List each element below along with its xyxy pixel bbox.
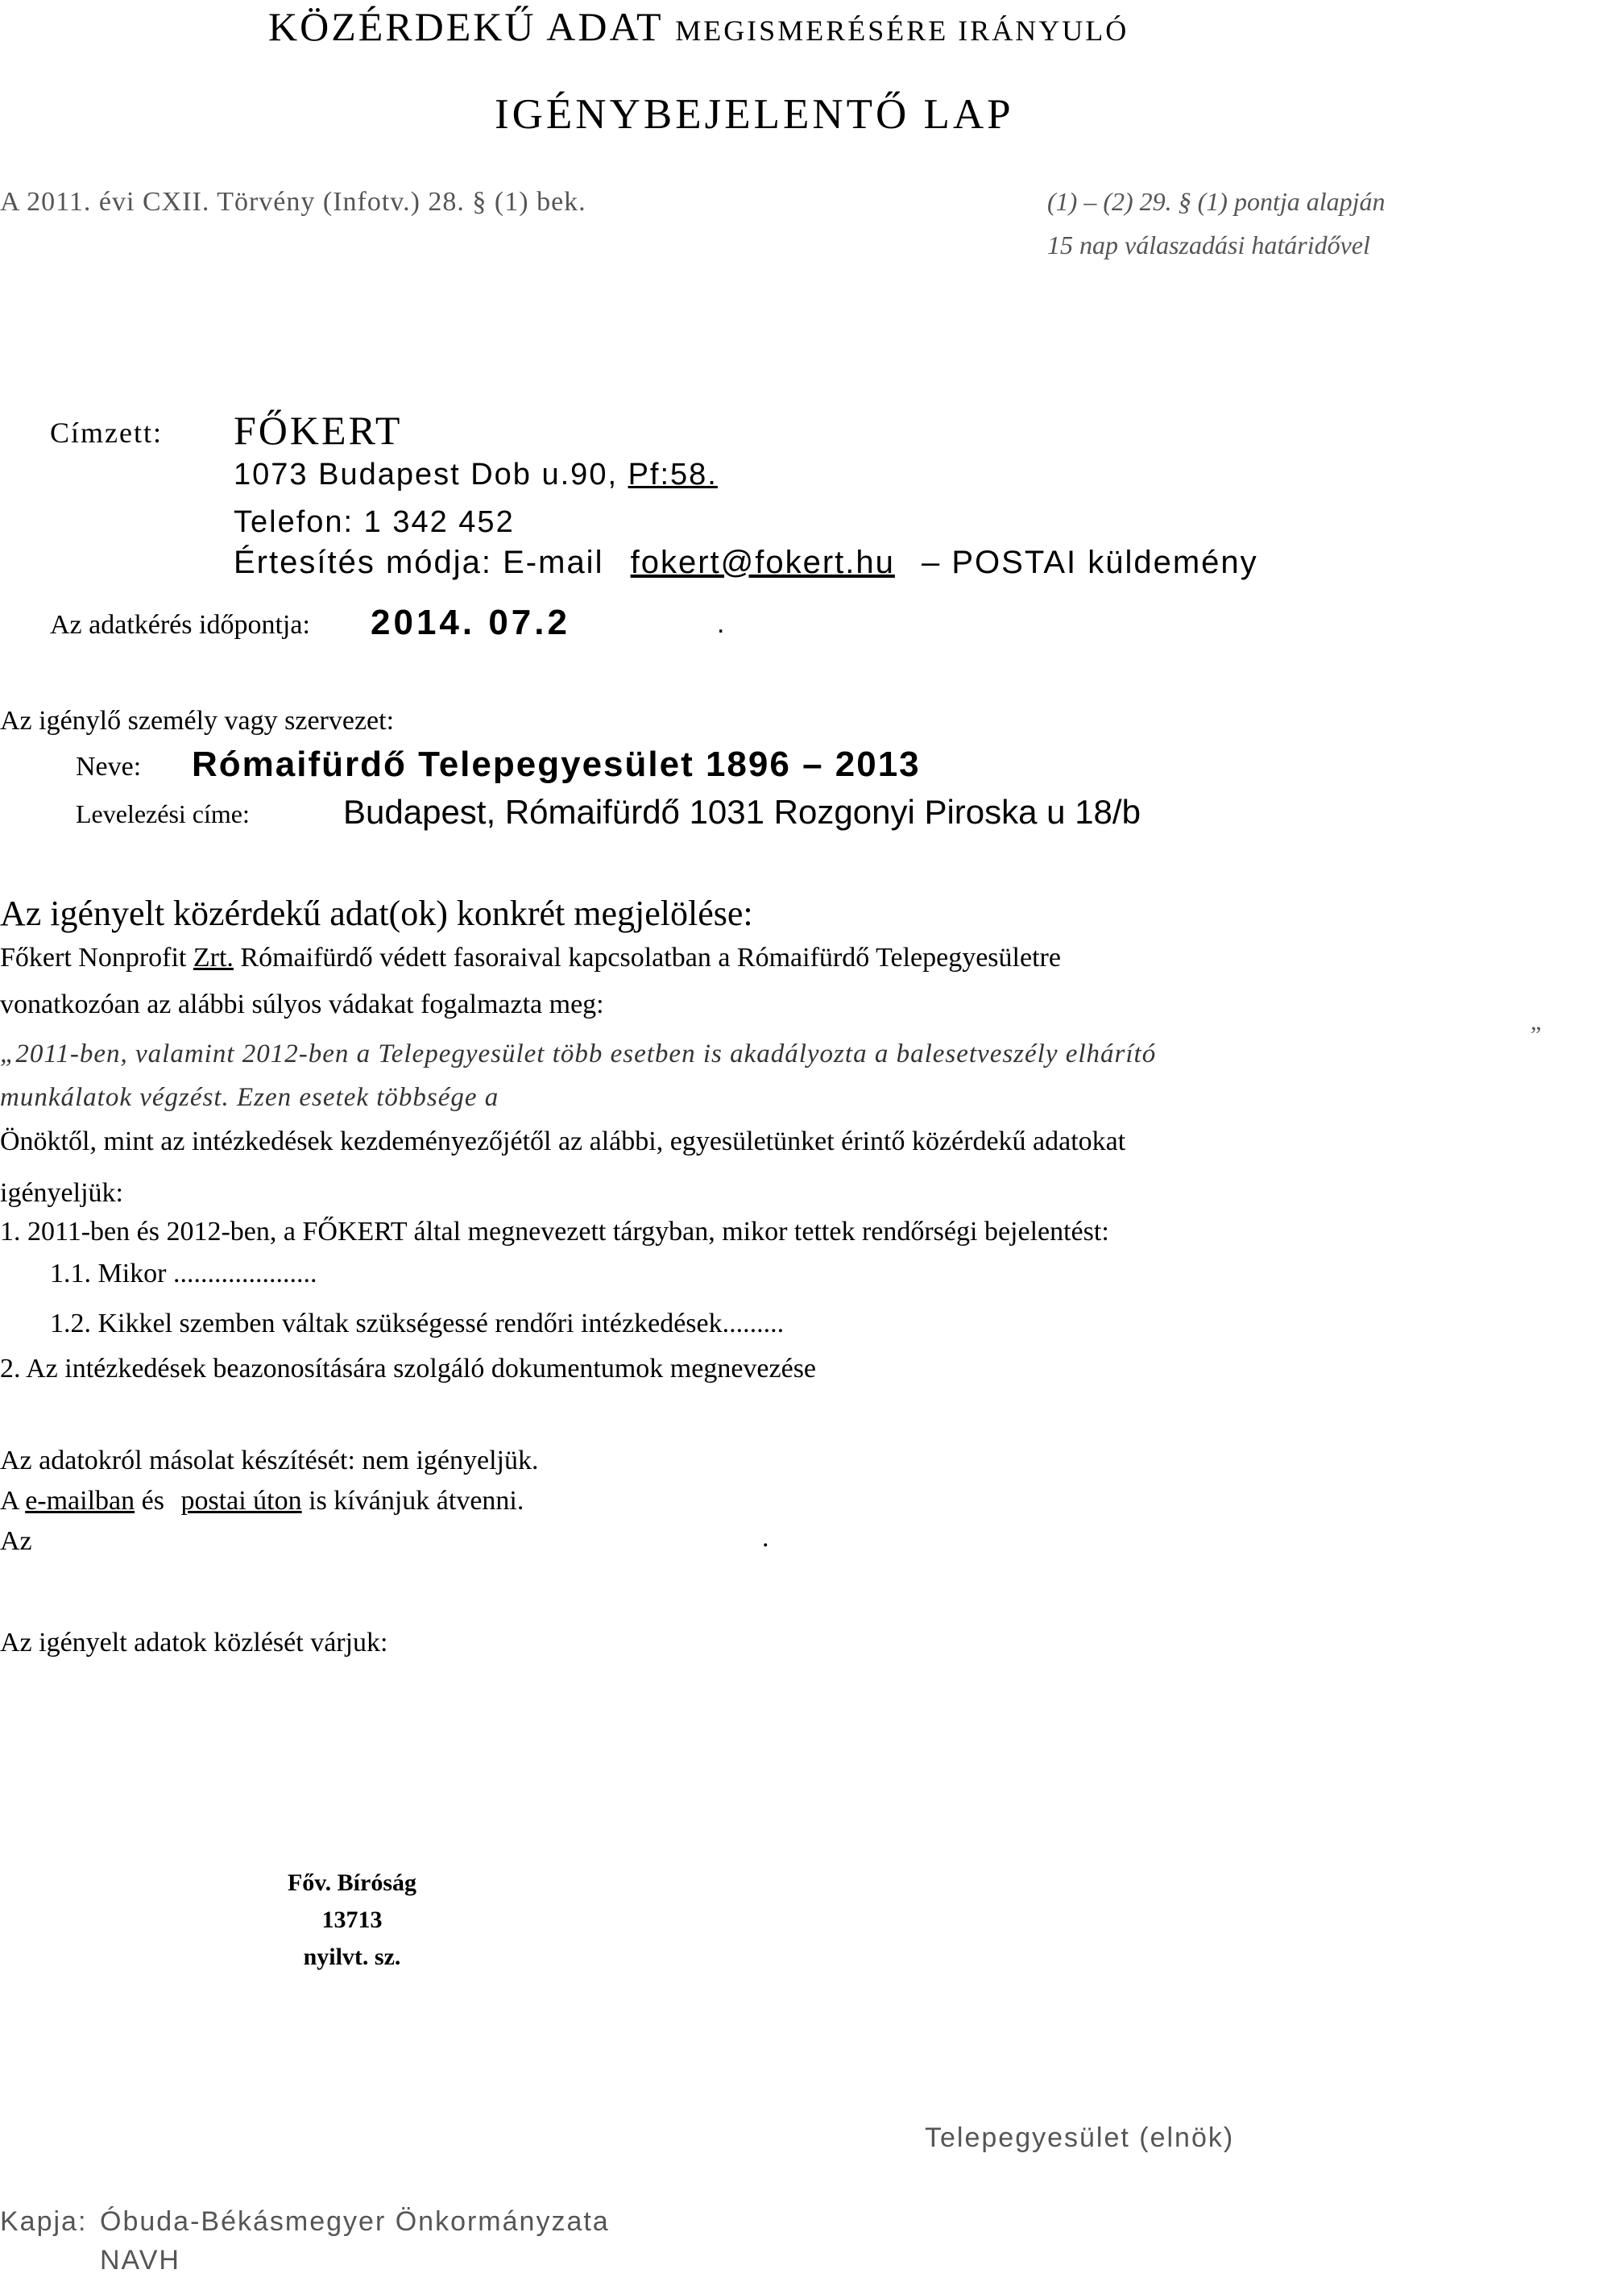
stamp-line2: 13713	[321, 1907, 383, 1933]
quote-mark: ”	[1531, 1022, 1542, 1048]
requester-name-value: Rómaifürdő Telepegyesület 1896 – 2013	[192, 745, 921, 784]
requester-section-label: Az igénylő személy vagy szervezet:	[0, 706, 395, 736]
copies-email-option: e-mailban	[25, 1486, 135, 1516]
requested-data-heading: Az igényelt közérdekű adat(ok) konkrét megjelölése:	[0, 894, 753, 933]
requested-data-para2-line1: Önöktől, mint az intézkedések kezdeményezőjétől az alábbi, egyesületünket érintő közérdekű adatokat	[0, 1126, 1126, 1156]
form-title-line1	[268, 3, 1129, 50]
recipient-pobox: Pf:58.	[628, 458, 718, 492]
requester-address-value: Budapest, Rómaifürdő 1031 Rozgonyi Piroska u 18/b	[343, 793, 1141, 831]
request-date-trail: .	[717, 608, 725, 639]
form-title-line2: IGÉNYBEJELENTŐ LAP	[495, 91, 1014, 138]
recipient-email-link[interactable]: fokert@fokert.hu	[630, 545, 895, 580]
recipient-label: Címzett:	[50, 417, 163, 449]
recipient-address	[234, 458, 718, 492]
para1-rest: Rómaifürdő védett fasoraival kapcsolatban a Rómaifürdő Telepegyesületre	[240, 943, 1061, 973]
cc-label: Kapja:	[0, 2206, 88, 2237]
requester-address-label: Levelezési címe:	[76, 799, 250, 828]
legal-basis-right: (1) – (2) 29. § (1) pontja alapján	[1047, 187, 1386, 216]
cc-recipient-2: NAVH	[100, 2245, 180, 2276]
stamp-line1: Főv. Bíróság	[287, 1869, 416, 1896]
recipient-address-street: 1073 Budapest Dob u.90,	[234, 458, 619, 492]
form-title-small: MEGISMERÉSÉRE IRÁNYULÓ	[675, 15, 1129, 47]
copies-postal-option: postai úton	[180, 1486, 302, 1516]
fokert-company-form: Zrt.	[193, 943, 234, 973]
cc-recipient-1: Óbuda-Békásmegyer Önkormányzata	[100, 2206, 610, 2237]
legal-deadline: 15 nap válaszadási határidővel	[1047, 230, 1370, 259]
quote-line1: „2011-ben, valamint 2012-ben a Telepegyesület több esetben is akadályozta a balesetveszély elhárító	[0, 1039, 1157, 1068]
request-date-label: Az adatkérés időpontja:	[50, 610, 310, 640]
recipient-name: FŐKERT	[234, 408, 403, 453]
quote-line2: munkálatok végzést. Ezen esetek többsége a	[0, 1083, 499, 1112]
court-registration-stamp	[284, 1865, 420, 1976]
recipient-phone: Telefon: 1 342 452	[234, 505, 515, 539]
copies-line3-dot: .	[762, 1523, 769, 1553]
requested-data-para1-line1	[0, 943, 1061, 973]
notification-postal: – POSTAI küldemény	[922, 545, 1258, 580]
copies-line2-a: A	[0, 1486, 19, 1516]
request-date-value: 2014. 07.2	[371, 603, 570, 642]
request-item-2: 2. Az intézkedések beazonosítására szolgáló dokumentumok megnevezése	[0, 1354, 817, 1384]
notification-method	[234, 545, 1258, 581]
requester-name-label: Neve:	[76, 752, 142, 782]
delivery-request: Az igényelt adatok közlését várjuk:	[0, 1628, 388, 1658]
copies-line2-c: és	[141, 1486, 164, 1516]
request-item-1-2: 1.2. Kikkel szemben váltak szükségessé rendőri intézkedések.........	[50, 1309, 785, 1338]
legal-basis-left: A 2011. évi CXII. Törvény (Infotv.) 28. § (1) bek.	[0, 187, 586, 217]
copies-line3: Az	[0, 1526, 32, 1556]
copies-line2-e: is kívánjuk átvenni.	[309, 1486, 524, 1516]
copies-line2	[0, 1486, 524, 1516]
request-item-1: 1. 2011-ben és 2012-ben, a FŐKERT által megnevezett tárgyban, mikor tettek rendőrségi bejelentést:	[0, 1217, 1109, 1247]
stamp-line3: nyilvt. sz.	[303, 1944, 401, 1970]
requested-data-para2-line2: igényeljük:	[0, 1178, 123, 1208]
form-title-main: KÖZÉRDEKŰ ADAT	[268, 4, 663, 49]
request-item-1-1: 1.1. Mikor .....................	[50, 1259, 317, 1288]
fokert-name: Főkert Nonprofit	[0, 943, 187, 973]
signature-title: Telepegyesület (elnök)	[925, 2122, 1235, 2153]
requested-data-para1-line2: vonatkozóan az alábbi súlyos vádakat fogalmazta meg:	[0, 990, 604, 1019]
copies-line1: Az adatokról másolat készítését: nem igényeljük.	[0, 1446, 539, 1475]
notification-label: Értesítés módja: E-mail	[234, 545, 604, 580]
